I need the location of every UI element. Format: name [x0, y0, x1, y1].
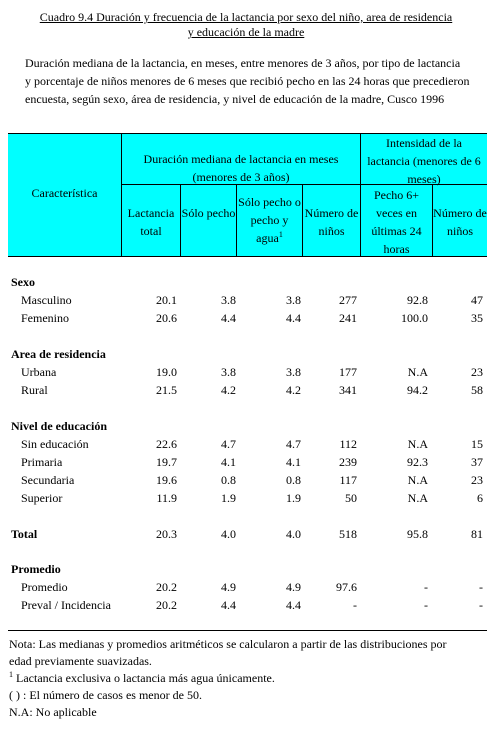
- note-line-4: ( ) : El número de casos es menor de 50.: [9, 688, 202, 702]
- row-value: 3.8: [286, 365, 301, 379]
- row-label: Sin educación: [21, 437, 89, 451]
- row-value: 47: [471, 293, 483, 307]
- row-label: Primaria: [21, 455, 63, 469]
- row-value: -: [424, 580, 428, 594]
- row-value: 20.1: [156, 293, 177, 307]
- row-value: 4.7: [286, 437, 301, 451]
- row-value: 241: [339, 311, 357, 325]
- section-title: Nivel de educación: [11, 419, 107, 433]
- row-label: Superior: [21, 491, 63, 505]
- row-value: 4.4: [221, 598, 236, 612]
- row-value: -: [479, 598, 483, 612]
- row-value: 94.2: [407, 383, 428, 397]
- row-value: 4.2: [221, 383, 236, 397]
- row-value: 97.6: [336, 580, 357, 594]
- row-label: Urbana: [21, 365, 57, 379]
- row-label: Secundaria: [21, 473, 75, 487]
- row-value: 20.6: [156, 311, 177, 325]
- header-col-lactancia-total: Lactancia total: [127, 206, 175, 238]
- total-value: 95.8: [407, 527, 428, 541]
- row-value: 100.0: [401, 311, 428, 325]
- header-col-pecho-6: Pecho 6+ veces en últimas 24 horas: [371, 188, 422, 256]
- row-label: Rural: [21, 383, 48, 397]
- header-col-solo-pecho: Sólo pecho: [181, 206, 236, 220]
- header-group-intensity: Intensidad de la lactancia (menores de 6 meses): [367, 136, 481, 186]
- header-group-duration: Duración mediana de lactancia en meses (menores de 3 años): [143, 152, 339, 184]
- row-value: 3.8: [221, 293, 236, 307]
- row-value: 19.0: [156, 365, 177, 379]
- total-value: 4.0: [221, 527, 236, 541]
- row-label: Promedio: [21, 580, 68, 594]
- footnote-marker: 1: [9, 670, 13, 679]
- row-value: 341: [339, 383, 357, 397]
- intro-line-1: Duración mediana de la lactancia, en meses, entre menores de 3 años, por tipo de lactancia: [25, 56, 461, 70]
- header-col-pecho-agua: [237, 193, 302, 247]
- table-title-line2: y educación de la madre: [187, 25, 305, 39]
- row-value: 4.4: [221, 311, 236, 325]
- row-value: 20.2: [156, 580, 177, 594]
- row-value: 1.9: [221, 491, 236, 505]
- total-value: 4.0: [286, 527, 301, 541]
- header-characteristic: Característica: [31, 186, 98, 200]
- row-value: 19.7: [156, 455, 177, 469]
- section-title: Promedio: [11, 562, 61, 576]
- row-value: 1.9: [286, 491, 301, 505]
- row-value: 0.8: [286, 473, 301, 487]
- row-value: 4.1: [221, 455, 236, 469]
- row-value: 4.1: [286, 455, 301, 469]
- row-value: 19.6: [156, 473, 177, 487]
- intro-line-3: encuesta, según sexo, área de residencia, y nivel de educación de la madre, Cusco 1996: [25, 92, 445, 106]
- row-value: N.A: [407, 473, 428, 487]
- row-value: 92.8: [407, 293, 428, 307]
- row-value: 4.7: [221, 437, 236, 451]
- row-value: 37: [471, 455, 483, 469]
- row-value: 92.3: [407, 455, 428, 469]
- row-value: 4.9: [221, 580, 236, 594]
- row-value: 23: [471, 365, 483, 379]
- table-bottom-rule: [8, 630, 487, 631]
- note-line-3-text: Lactancia exclusiva o lactancia más agua únicamente.: [13, 671, 275, 685]
- table-title-line1: Cuadro 9.4 Duración y frecuencia de la lactancia por sexo del niño, area de residencia: [39, 10, 453, 24]
- row-value: 20.2: [156, 598, 177, 612]
- row-value: 6: [477, 491, 483, 505]
- row-value: -: [424, 598, 428, 612]
- row-value: 23: [471, 473, 483, 487]
- row-value: 239: [339, 455, 357, 469]
- total-value: 81: [471, 527, 483, 541]
- note-line-1: Nota: Las medianas y promedios aritméticos se calcularon a partir de las distribuciones por: [9, 637, 447, 651]
- header-col-pecho-agua-label: Sólo pecho o pecho y agua: [238, 195, 301, 245]
- section-title: Area de residencia: [11, 347, 106, 361]
- row-value: 35: [471, 311, 483, 325]
- row-value: -: [479, 580, 483, 594]
- row-value: -: [353, 598, 357, 612]
- row-value: 4.4: [286, 311, 301, 325]
- section-title: Sexo: [11, 275, 35, 289]
- row-value: 4.9: [286, 580, 301, 594]
- row-value: N.A: [407, 437, 428, 451]
- row-label: Masculino: [21, 293, 72, 307]
- total-value: 20.3: [156, 527, 177, 541]
- row-value: 3.8: [286, 293, 301, 307]
- row-value: 15: [471, 437, 483, 451]
- note-line-2: edad previamente suavizadas.: [9, 654, 152, 668]
- header-col-numero-ninos: Número de niños: [304, 206, 359, 238]
- note-line-3: [9, 670, 275, 686]
- row-label: Preval / Incidencia: [21, 598, 111, 612]
- row-value: N.A: [407, 491, 428, 505]
- row-value: 4.4: [286, 598, 301, 612]
- header-col-numero-ninos-2: Número de niños: [433, 206, 487, 238]
- row-value: 0.8: [221, 473, 236, 487]
- row-value: 177: [339, 365, 357, 379]
- row-value: 22.6: [156, 437, 177, 451]
- row-value: 277: [339, 293, 357, 307]
- row-value: 21.5: [156, 383, 177, 397]
- total-label: Total: [11, 527, 38, 541]
- row-label: Femenino: [21, 311, 69, 325]
- row-value: 11.9: [156, 491, 177, 505]
- row-value: N.A: [407, 365, 428, 379]
- row-value: 117: [339, 473, 357, 487]
- note-line-5: N.A: No aplicable: [9, 705, 97, 719]
- row-value: 3.8: [221, 365, 236, 379]
- row-value: 4.2: [286, 383, 301, 397]
- row-value: 58: [471, 383, 483, 397]
- total-value: 518: [339, 527, 357, 541]
- footnote-marker: 1: [278, 230, 283, 239]
- intro-line-2: y porcentaje de niños menores de 6 meses que recibió pecho en las 24 horas que precedieron: [25, 74, 470, 88]
- row-value: 50: [345, 491, 357, 505]
- row-value: 112: [339, 437, 357, 451]
